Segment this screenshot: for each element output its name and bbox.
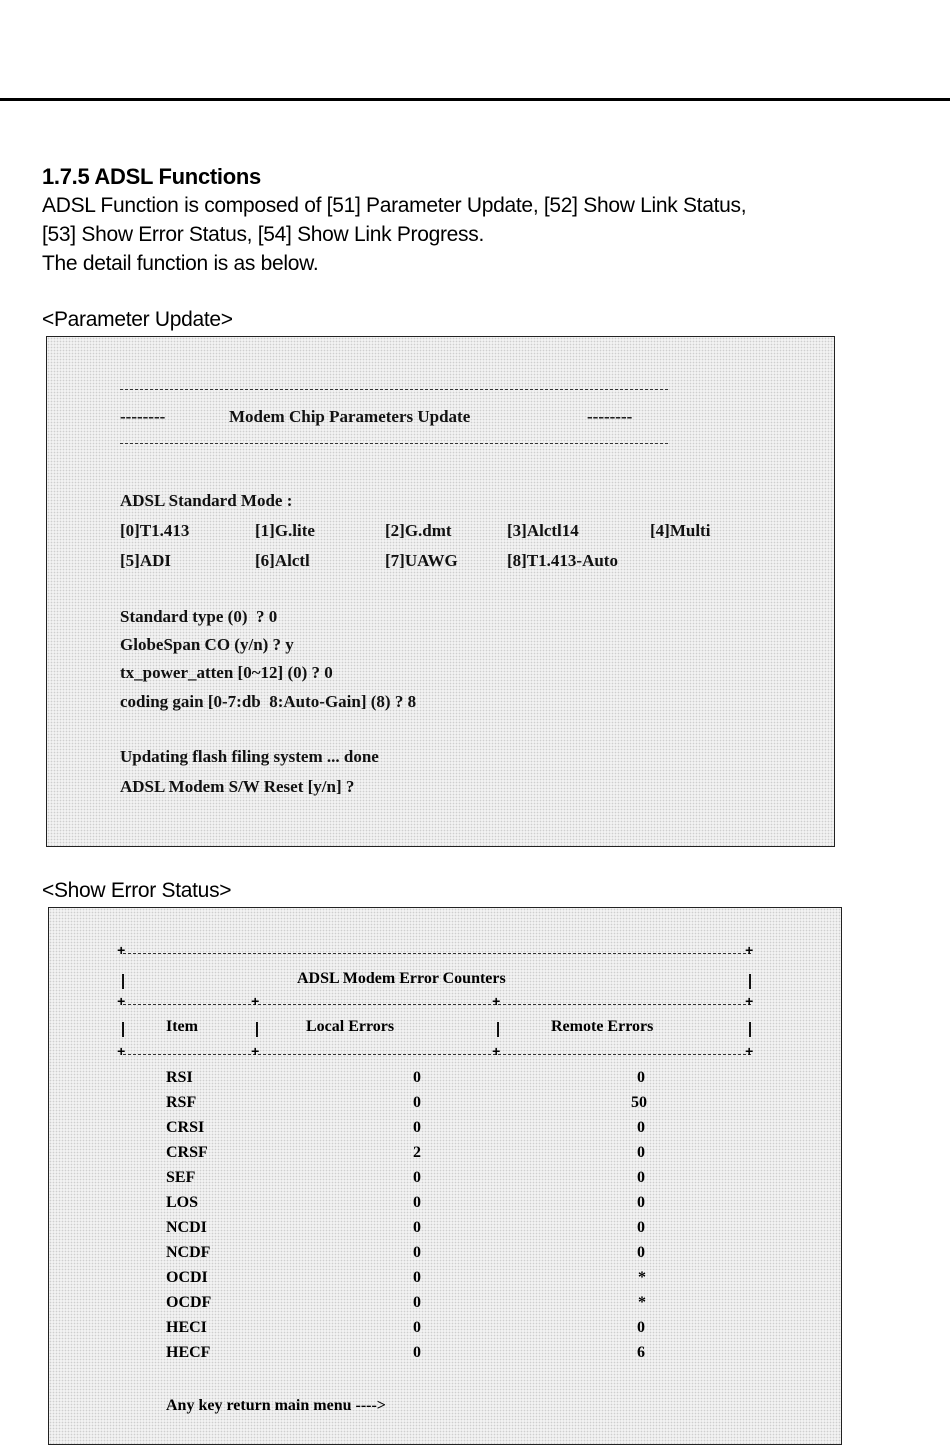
row-remote: 0	[637, 1219, 645, 1236]
intro-line-2: [53] Show Error Status, [54] Show Link Progress.	[42, 223, 484, 246]
row-item: OCDF	[166, 1294, 212, 1311]
banner-left-dashes: --------	[120, 407, 166, 426]
banner-title: Modem Chip Parameters Update	[229, 407, 471, 426]
table-joint: +	[492, 1045, 501, 1061]
banner-top-rule	[120, 389, 668, 390]
table-corner: +	[745, 944, 754, 960]
row-local: 0	[413, 1319, 421, 1336]
table-joint: +	[492, 995, 501, 1011]
prompt-tx-power-atten: tx_power_atten [0~12] (0) ? 0	[120, 663, 333, 682]
row-local: 0	[413, 1344, 421, 1361]
section-heading: 1.7.5 ADSL Functions	[42, 164, 261, 189]
row-remote: 0	[637, 1144, 645, 1161]
table-corner: +	[117, 995, 126, 1011]
parameter-update-caption: <Parameter Update>	[42, 308, 233, 331]
row-item: CRSF	[166, 1144, 208, 1161]
row-local: 0	[413, 1119, 421, 1136]
table-corner: +	[117, 944, 126, 960]
table-border-bar	[122, 974, 124, 989]
row-local: 0	[413, 1294, 421, 1311]
row-item: HECF	[166, 1344, 211, 1361]
prompt-coding-gain: coding gain [0-7:db 8:Auto-Gain] (8) ? 8	[120, 692, 417, 711]
mode-option: [3]Alctl14	[507, 521, 579, 540]
top-rule	[0, 98, 950, 101]
row-item: HECI	[166, 1319, 207, 1336]
row-local: 0	[413, 1244, 421, 1261]
row-remote: *	[638, 1294, 646, 1311]
row-local: 0	[413, 1094, 421, 1111]
banner-right-dashes: --------	[587, 407, 633, 426]
row-item: CRSI	[166, 1119, 205, 1136]
mode-option: [6]Alctl	[255, 551, 310, 570]
header-item: Item	[166, 1018, 198, 1035]
table-joint: +	[251, 995, 260, 1011]
status-updating-flash: Updating flash filing system ... done	[120, 747, 379, 766]
prompt-globespan-co: GlobeSpan CO (y/n) ? y	[120, 635, 294, 654]
row-local: 0	[413, 1219, 421, 1236]
intro-line-1: ADSL Function is composed of [51] Parameter Update, [52] Show Link Status,	[42, 194, 747, 217]
row-item: OCDI	[166, 1269, 208, 1286]
row-remote: 0	[637, 1069, 645, 1086]
table-border-bar	[497, 1022, 499, 1037]
row-remote: 0	[637, 1169, 645, 1186]
table-corner: +	[745, 995, 754, 1011]
intro-line-3: The detail function is as below.	[42, 252, 319, 275]
table-title: ADSL Modem Error Counters	[297, 970, 506, 987]
error-status-terminal	[48, 907, 842, 1445]
row-item: RSI	[166, 1069, 193, 1086]
return-main-menu-prompt: Any key return main menu ---->	[166, 1397, 386, 1414]
mode-option: [0]T1.413	[120, 521, 190, 540]
parameter-update-terminal	[46, 336, 835, 847]
row-remote: 6	[637, 1344, 645, 1361]
row-remote: 0	[637, 1244, 645, 1261]
mode-option: [1]G.lite	[255, 521, 315, 540]
mode-option: [4]Multi	[650, 521, 711, 540]
mode-label: ADSL Standard Mode :	[120, 491, 293, 510]
table-header-separator	[123, 1054, 751, 1055]
table-title-separator	[123, 1004, 751, 1005]
row-item: NCDF	[166, 1244, 211, 1261]
prompt-standard-type: Standard type (0) ? 0	[120, 607, 278, 626]
table-top-border	[123, 953, 751, 954]
table-corner: +	[117, 1045, 126, 1061]
row-local: 0	[413, 1269, 421, 1286]
row-local: 0	[413, 1069, 421, 1086]
row-remote: *	[638, 1269, 646, 1286]
row-item: NCDI	[166, 1219, 207, 1236]
row-remote: 0	[637, 1319, 645, 1336]
error-status-caption: <Show Error Status>	[42, 879, 232, 902]
status-reset-prompt: ADSL Modem S/W Reset [y/n] ?	[120, 777, 355, 796]
banner-bottom-rule	[120, 443, 668, 444]
row-item: LOS	[166, 1194, 199, 1211]
table-corner: +	[745, 1045, 754, 1061]
row-remote: 0	[637, 1119, 645, 1136]
row-item: RSF	[166, 1094, 197, 1111]
mode-option: [5]ADI	[120, 551, 171, 570]
mode-option: [2]G.dmt	[385, 521, 452, 540]
mode-option: [7]UAWG	[385, 551, 458, 570]
header-remote-errors: Remote Errors	[551, 1018, 654, 1035]
row-remote: 50	[631, 1094, 647, 1111]
row-local: 2	[413, 1144, 421, 1161]
table-border-bar	[122, 1022, 124, 1037]
table-border-bar	[256, 1022, 258, 1037]
row-item: SEF	[166, 1169, 196, 1186]
table-joint: +	[251, 1045, 260, 1061]
table-border-bar	[749, 1022, 751, 1037]
row-remote: 0	[637, 1194, 645, 1211]
row-local: 0	[413, 1169, 421, 1186]
row-local: 0	[413, 1194, 421, 1211]
mode-option: [8]T1.413-Auto	[507, 551, 618, 570]
table-border-bar	[749, 974, 751, 989]
header-local-errors: Local Errors	[306, 1018, 395, 1035]
